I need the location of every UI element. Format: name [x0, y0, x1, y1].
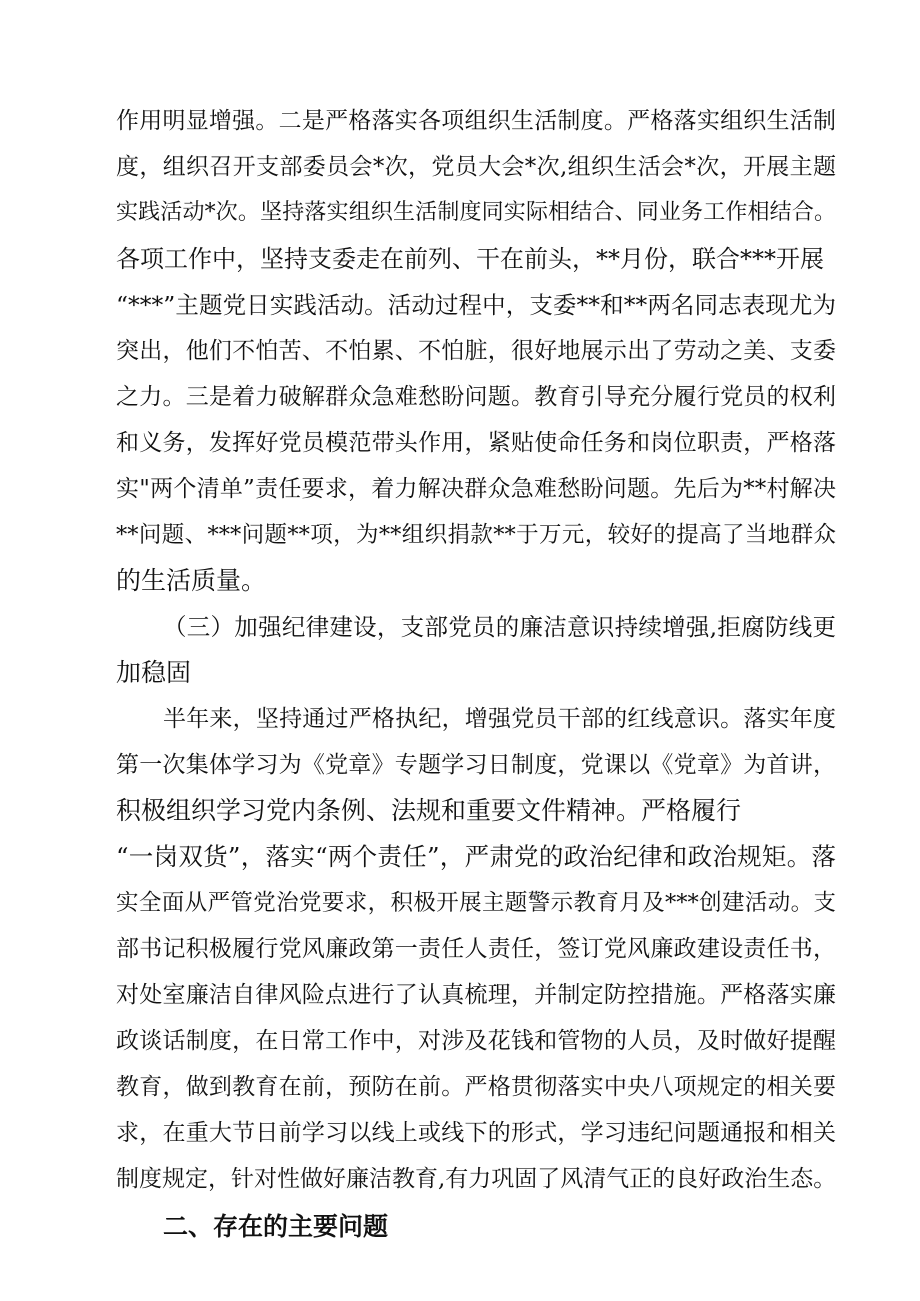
- body-line: “一岗双货”，落实“两个责任”，严肃党的政治纪律和政治规矩。落: [116, 842, 836, 871]
- subheading-line: 加稳固: [116, 658, 192, 687]
- section-heading: 二、存在的主要问题: [163, 1212, 389, 1241]
- paragraph-line: 度，组织召开支部委员会*次，党员大会*次,组织生活会*次，开展主题: [116, 154, 836, 180]
- body-line: 教育，做到教育在前，预防在前。严格贯彻落实中央八项规定的相关要: [116, 1074, 836, 1100]
- paragraph-line: 和义务，发挥好党员模范带头作用，紧贴使命任务和岗位职责，严格落: [116, 430, 836, 456]
- body-line: 部书记积极履行党风廉政第一责任人责任，签订党风廉政建设责任书，: [116, 936, 836, 962]
- body-line: 半年来，坚持通过严格执纪，增强党员干部的红线意识。落实年度: [163, 706, 836, 732]
- body-line: 积极组织学习党内条例、法规和重要文件精神。严格履行: [116, 796, 742, 825]
- paragraph-line: 突出，他们不怕苦、不怕累、不怕脏，很好地展示出了劳动之美、支委: [116, 338, 836, 364]
- paragraph-line: 实"两个清单”责任要求，着力解决群众急难愁盼问题。先后为**村解决: [116, 476, 836, 502]
- body-line: 求，在重大节日前学习以线上或线下的形式，学习违纪问题通报和相关: [116, 1120, 836, 1146]
- paragraph-line: 之力。三是着力破解群众急难愁盼问题。教育引导充分履行党员的权利: [116, 384, 836, 410]
- paragraph-line: **问题、***问题**项，为**组织捐款**于万元，较好的提高了当地群众: [116, 522, 836, 548]
- paragraph-line: 的生活质量。: [116, 566, 267, 595]
- paragraph-line: 作用明显增强。二是严格落实各项组织生活制度。严格落实组织生活制: [116, 108, 836, 134]
- body-line: 实全面从严管党治党要求，积极开展主题警示教育月及***创建活动。支: [116, 890, 836, 916]
- subheading-line: （三）加强纪律建设，支部党员的廉洁意识持续增强,拒腐防线更: [163, 613, 836, 641]
- paragraph-line: 各项工作中，坚持支委走在前列、干在前头，**月份，联合***开展: [116, 245, 824, 273]
- body-line: 政谈话制度，在日常工作中，对涉及花钱和管物的人员，及时做好提醒: [116, 1028, 836, 1054]
- paragraph-line: “***”主题党日实践活动。活动过程中，支委**和**两名同志表现尤为: [116, 291, 836, 319]
- body-line: 第一次集体学习为《党章》专题学习日制度，党课以《党章》为首讲，: [116, 752, 836, 778]
- body-line: 对处室廉洁自律风险点进行了认真梳理，并制定防控措施。严格落实廉: [116, 982, 836, 1008]
- body-line: 制度规定，针对性做好廉洁教育,有力巩固了风清气正的良好政治生态。: [116, 1166, 837, 1192]
- paragraph-line: 实践活动*次。坚持落实组织生活制度同实际相结合、同业务工作相结合。: [116, 200, 836, 225]
